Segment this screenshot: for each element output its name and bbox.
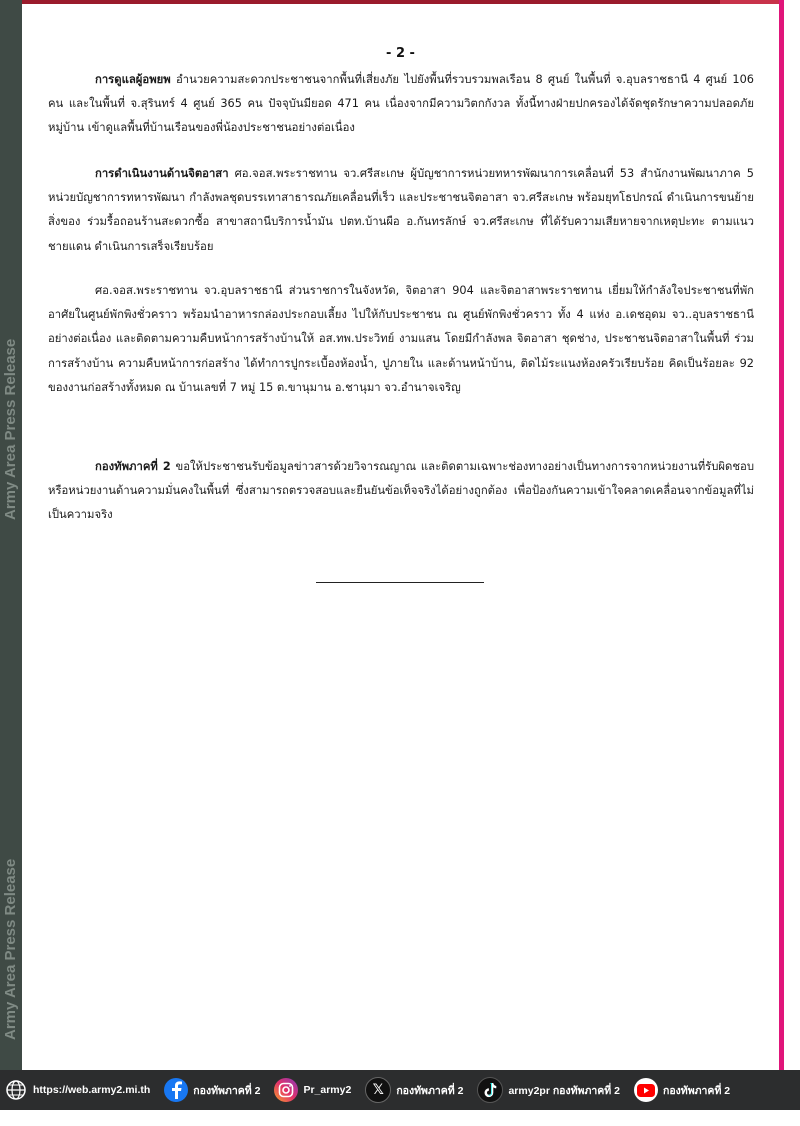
instagram-icon (274, 1078, 298, 1102)
www-globe-icon (4, 1078, 28, 1102)
end-divider (316, 582, 484, 583)
paragraph-heading: การดูแลผู้อพยพ (95, 73, 171, 86)
youtube-link[interactable] (634, 1078, 730, 1102)
paragraph-body: อำนวยความสะดวกประชาชนจากพื้นที่เสี่ยงภัย ไปยังพื้นที่รวบรวมพลเรือน 8 ศูนย์ ในพื้นที่ จ.อุบลราชธานี 4 ศูนย์ 106 คน และในพื้นที่ จ.สุรินทร์ 4 ศูนย์ 365 คน ปัจจุบันมียอด 471 คน เนื่องจากมีความวิตกกังวล ทั้งนี้ทางฝ่ายปกครองได้จัดชุดรักษาความปลอดภัยหมู่บ้าน เข้าดูแลพื้นที่บ้านเรือนของพี่น้องประชาชนอย่างต่อเนื่อง (48, 73, 754, 135)
website-url: https://web.army2.mi.th (33, 1084, 151, 1096)
youtube-label: กองทัพภาคที่ 2 (662, 1084, 731, 1097)
social-footer (0, 1070, 800, 1110)
youtube-icon (634, 1078, 658, 1102)
paragraph-heading: กองทัพภาคที่ 2 (95, 460, 171, 473)
facebook-label: กองทัพภาคที่ 2 (193, 1084, 261, 1097)
tiktok-label: army2pr กองทัพภาคที่ 2 (508, 1084, 620, 1097)
instagram-label: Pr_army2 (303, 1084, 352, 1096)
x-label: กองทัพภาคที่ 2 (396, 1084, 464, 1097)
paragraph-body: ศอ.จอส.พระราชทาน จว.อุบลราชธานี ส่วนราชการในจังหวัด, จิตอาสา 904 และจิตอาสาพระราชทาน เยี่ยมให้กำลังใจประชาชนที่พักอาศัยในศูนย์พักพิงชั่วคราว พร้อมนำอาหารกล่องประกอบเลี้ยง ไปให้กับประชาชน ณ ศูนย์พักพิงชั่วคราว ทั้ง 4 แห่ง อ.เดชอุดม จว..อุบลราชธานี อย่างต่อเนื่อง และติดตามความคืบหน้าการสร้างบ้านให้ อส.ทพ.ประวิทย์ งามแสน โดยมีกำลังพล จิตอาสา ชุดช่าง, ประชาชนจิตอาสาในพื้นที่ ร่วมการสร้างบ้าน ความคืบหน้าการก่อสร้าง ได้ทำการปูกระเบื้องห้องน้ำ, ปูภายใน และด้านหน้าบ้าน, ติดไม้ระแนงห้องครัวเรียบร้อย คิดเป็นร้อยละ 92 ของงานก่อสร้างทั้งหมด ณ บ้านเลขที่ 7 หมู่ 15 ต.ขานุมาน อ.ชานุมา จว.อำนาจเจริญ (48, 284, 754, 394)
x-icon: 𝕏 (365, 1077, 391, 1103)
instagram-link[interactable] (274, 1078, 351, 1102)
side-watermark-band (0, 0, 22, 1070)
paragraph-volunteer-work (48, 162, 754, 259)
page-number: - 2 - (386, 46, 415, 61)
tiktok-link[interactable] (477, 1077, 620, 1103)
paragraph-body: ขอให้ประชาชนรับข้อมูลข่าวสารด้วยวิจารณญาณ และติดตามเฉพาะช่องทางอย่างเป็นทางการจากหน่วยงานที่รับผิดชอบ หรือหน่วยงานด้านความมั่นคงในพื้นที่ ซึ่งสามารถตรวจสอบและยืนยันข้อเท็จจริงได้อย่างถูกต้อง เพื่อป้องกันความเข้าใจคลาดเคลื่อนจากข้อมูลที่ไม่เป็นความจริง (48, 460, 754, 522)
x-link[interactable] (365, 1077, 463, 1103)
side-band-text: Army Area Press Release (2, 338, 19, 520)
document-page (22, 4, 779, 1070)
paragraph-body: ศอ.จอส.พระราชทาน จว.ศรีสะเกษ ผู้บัญชาการหน่วยทหารพัฒนาการเคลื่อนที่ 53 สำนักงานพัฒนาภาค 5 หน่วยบัญชาการทหารพัฒนา กำลังพลชุดบรรเทาสาธารณภัยเคลื่อนที่เร็ว และประชาชนจิตอาสา จว.ศรีสะเกษ พร้อมยุทโธปกรณ์ ดำเนินการขนย้ายสิ่งของ ร่วมรื้อถอนร้านสะดวกซื้อ สาขาสถานีบริการน้ำมัน ปตท.บ้านผือ อ.กันทรลักษ์ จว.ศรีสะเกษ ที่ได้รับความเสียหายจากเหตุปะทะ ตามแนวชายแดน ดำเนินการเสร็จเรียบร้อย (48, 167, 754, 253)
paragraph-evacuee-care (48, 68, 754, 141)
tiktok-icon (477, 1077, 503, 1103)
side-band-text: Army Area Press Release (2, 858, 19, 1040)
facebook-icon (164, 1078, 188, 1102)
paragraph-ubon-volunteers (48, 279, 754, 400)
website-link[interactable] (4, 1078, 150, 1102)
paragraph-heading: การดำเนินงานด้านจิตอาสา (95, 167, 229, 180)
facebook-link[interactable] (164, 1078, 260, 1102)
paragraph-army-notice (48, 455, 754, 528)
